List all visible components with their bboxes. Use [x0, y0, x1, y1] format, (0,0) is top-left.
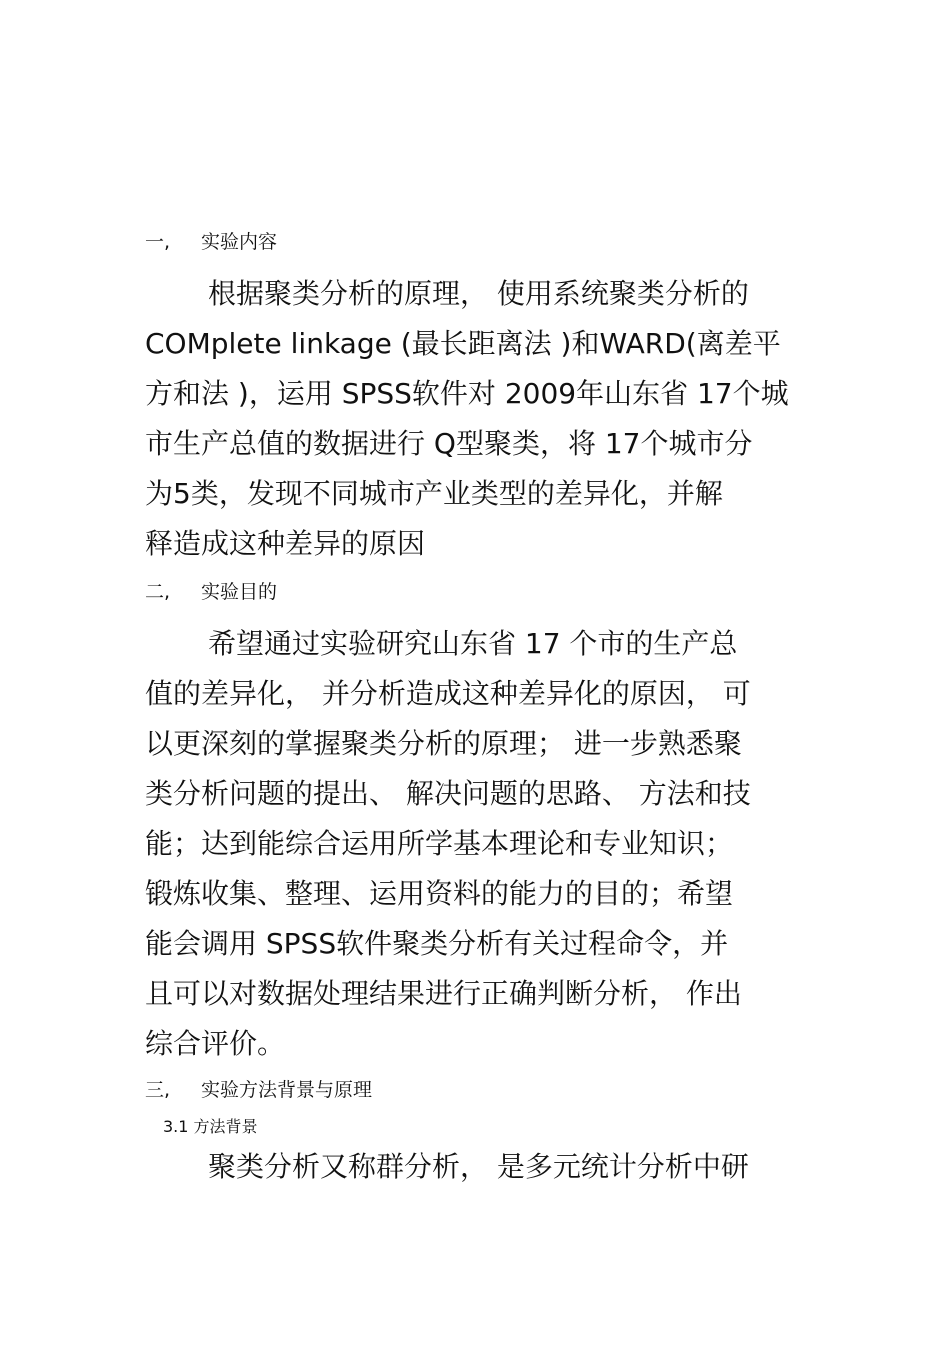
section-title: 实验方法背景与原理: [201, 1079, 373, 1101]
paragraph-line: COMplete linkage (最长距离法 )和WARD(离差平: [145, 327, 781, 360]
section-paragraph-3: [145, 1142, 805, 1192]
paragraph-line: 且可以对数据处理结果进行正确判断分析， 作出: [145, 977, 742, 1010]
section-number: 一,: [145, 231, 171, 253]
paragraph-line: 能会调用 SPSS软件聚类分析有关过程命令，并: [145, 927, 729, 960]
paragraph-line: 为5类，发现不同城市产业类型的差异化，并解: [145, 477, 723, 510]
section-paragraph-2: [145, 619, 805, 1069]
paragraph-line: 锻炼收集、整理、运用资料的能力的目的；希望: [145, 877, 734, 910]
section-heading-3: [145, 1078, 372, 1102]
subsection-heading: 3.1 方法背景: [163, 1117, 258, 1136]
section-heading-2: [145, 580, 277, 604]
section-number: 三,: [145, 1079, 171, 1101]
section-paragraph-1: [145, 269, 805, 569]
paragraph-line: 以更深刻的掌握聚类分析的原理； 进一步熟悉聚: [145, 727, 742, 760]
paragraph-line: 方和法 )，运用 SPSS软件对 2009年山东省 17个城: [145, 377, 789, 410]
paragraph-line: 类分析问题的提出、 解决问题的思路、 方法和技: [145, 777, 751, 810]
paragraph-line: 聚类分析又称群分析， 是多元统计分析中研: [208, 1150, 749, 1183]
paragraph-line: 市生产总值的数据进行 Q型聚类，将 17个城市分: [145, 427, 753, 460]
paragraph-line: 根据聚类分析的原理， 使用系统聚类分析的: [208, 277, 749, 310]
section-number: 二,: [145, 581, 171, 603]
section-heading-1: [145, 230, 277, 254]
section-title: 实验内容: [201, 231, 278, 253]
paragraph-line: 希望通过实验研究山东省 17 个市的生产总: [208, 627, 738, 660]
paragraph-line: 综合评价。: [145, 1027, 286, 1060]
paragraph-line: 释造成这种差异的原因: [145, 527, 426, 560]
paragraph-line: 值的差异化， 并分析造成这种差异化的原因， 可: [145, 677, 751, 710]
paragraph-line: 能；达到能综合运用所学基本理论和专业知识；: [145, 827, 734, 860]
section-title: 实验目的: [201, 581, 278, 603]
